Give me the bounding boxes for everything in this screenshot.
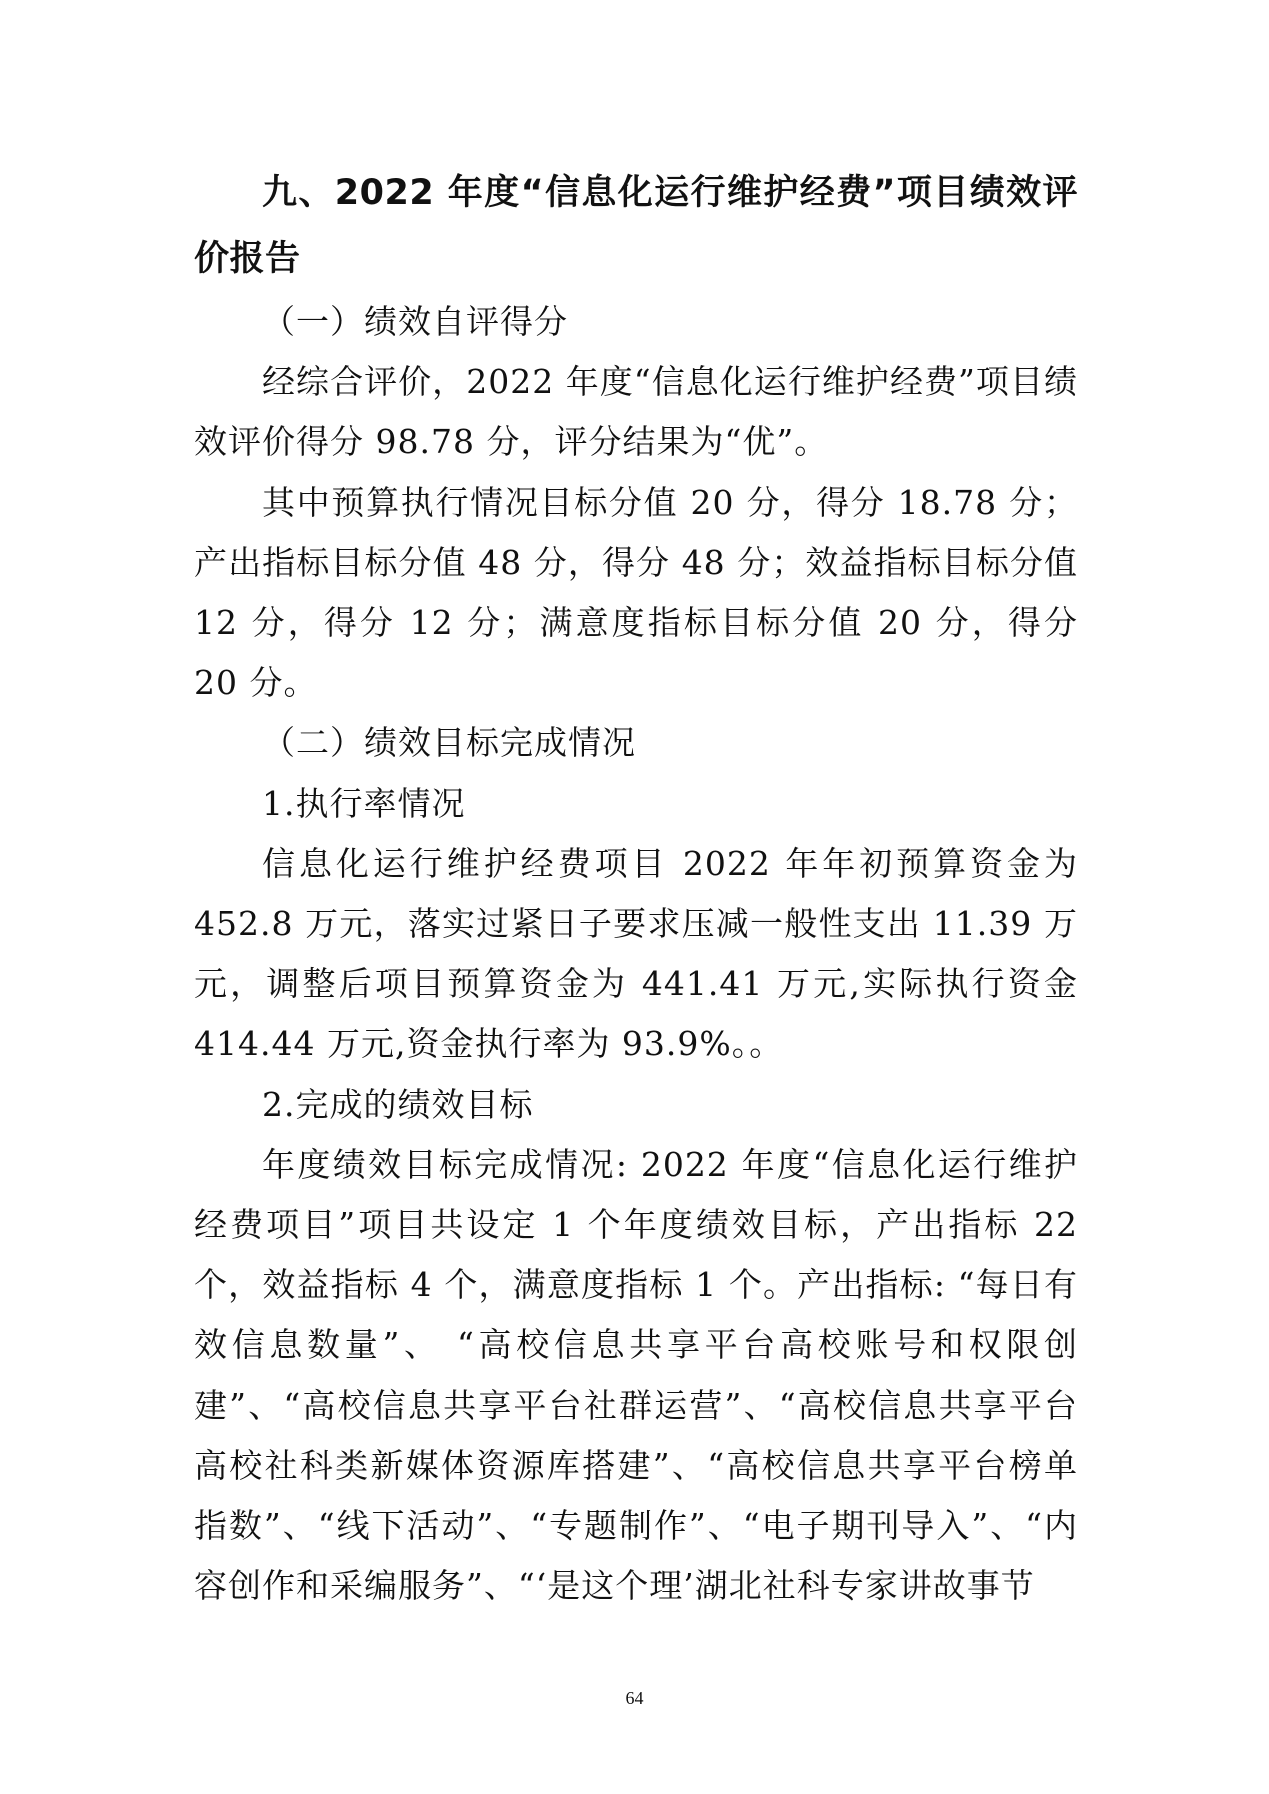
report-title: 九、2022 年度“信息化运行维护经费”项目绩效评价报告 bbox=[194, 173, 1078, 279]
paragraph-score-breakdown: 其中预算执行情况目标分值 20 分，得分 18.78 分；产出指标目标分值 48 分，得分 48 分；效益指标目标分值 12 分，得分 12 分；满意度指标目标分值 20 分，得分 20 分。 bbox=[194, 482, 1078, 703]
report-body bbox=[194, 292, 1078, 1616]
paragraph-budget-execution: 信息化运行维护经费项目 2022 年年初预算资金为 452.8 万元，落实过紧日子要求压减一般性支出 11.39 万元，调整后项目预算资金为 441.41 万元,实际执行资金 414.44 万元,资金执行率为 93.9%。。 bbox=[194, 843, 1078, 1064]
section-heading-self-assessment-score: （一）绩效自评得分 bbox=[262, 302, 568, 341]
section-heading-goal-completion: （二）绩效目标完成情况 bbox=[262, 723, 636, 763]
subheading-execution-rate: 1.执行率情况 bbox=[262, 783, 466, 823]
subheading-completed-goals: 2.完成的绩效目标 bbox=[262, 1084, 534, 1124]
paragraph-overall-evaluation: 经综合评价，2022 年度“信息化运行维护经费”项目绩效评价得分 98.78 分，评分结果为“优”。 bbox=[194, 362, 1078, 462]
paragraph-annual-goal-completion: 年度绩效目标完成情况: 2022 年度“信息化运行维护经费项目”项目共设定 1 个年度绩效目标，产出指标 22 个，效益指标 4 个，满意度指标 1 个。产出指标: “每日有效信息数量”、 “高校信息共享平台高校账号和权限创建”、“高校信息共享平台社群运营”、“高校信息共享平台高校社科类新媒体资源库搭建”、“高校信息共享平台榜单指数”、“线下活动”、“专题制作”、“电子期刊导入”、“内容创作和采编服务”、“‘是这个理’湖北社科专家讲故事节 bbox=[194, 1144, 1078, 1606]
page-number: 64 bbox=[625, 1688, 644, 1708]
